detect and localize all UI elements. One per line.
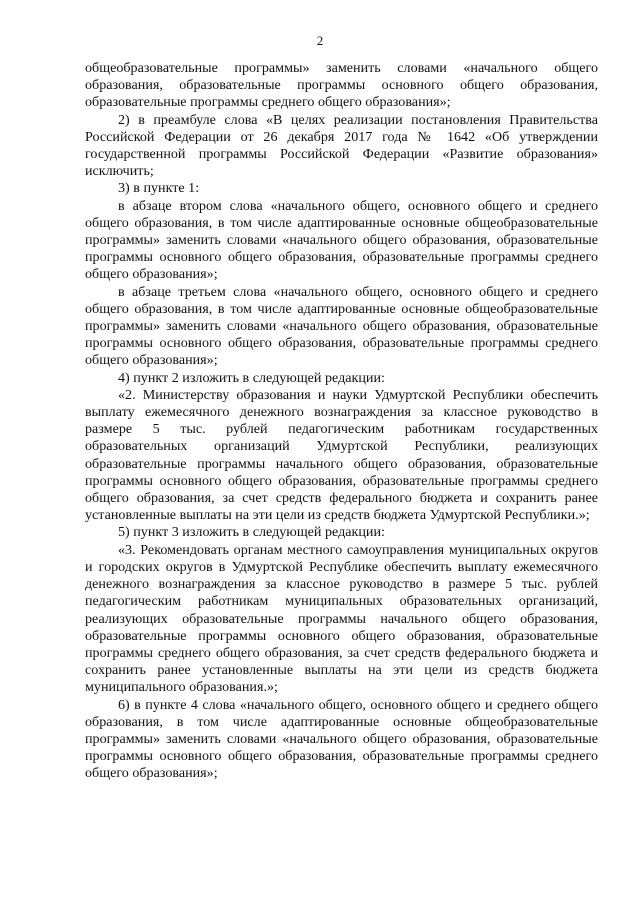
paragraph-item-5-text: «3. Рекомендовать органам местного самоуправления муниципальных округов и городских округов в Удмуртской Республике обеспечить выплату ежемесячного денежного вознаграждения за классное руководство в размере 5 тыс. рублей педагогическим работникам муниципальных образовательных организаций, реализующих образовательные программы начального общего образования, образовательные программы основного общего образования, образовательные программы среднего общего образования, за счет средств федерального бюджета и сохранить ранее установленные выплаты на эти цели из средств бюджета муниципального образования.»;	[85, 541, 598, 696]
paragraph-item-3-heading: 3) в пункте 1:	[118, 180, 200, 197]
paragraph-item-4-text: «2. Министерству образования и науки Удмуртской Республики обеспечить выплату ежемесячного денежного вознаграждения за классное руководство в размере 5 тыс. рублей педагогическим работникам государственных образовательных организаций Удмуртской Республики, реализующих образовательные программы начального общего образования, образовательные программы основного общего образования, образовательные программы среднего общего образования, за счет средств федерального бюджета и сохранить ранее установленные выплаты на эти цели из средств бюджета Удмуртской Республики.»;	[85, 386, 598, 524]
paragraph-item-2-preamble: 2) в преамбуле слова «В целях реализации постановления Правительства Российской Федерации от 26 декабря 2017 года № 1642 «Об утверждении государственной программы Российской Федерации «Развитие образования» исключить;	[85, 111, 598, 180]
paragraph-continuation: общеобразовательные программы» заменить словами «начального общего образования, образовательные программы основного общего образования, образовательные программы среднего общего образования»;	[85, 60, 598, 111]
paragraph-third-subparagraph: в абзаце третьем слова «начального общего, основного общего и среднего общего образования, в том числе адаптированные основные общеобразовательные программы» заменить словами «начального общего образования, образовательные программы основного общего образования, образовательные программы среднего общего образования»;	[85, 283, 598, 369]
paragraph-item-6: 6) в пункте 4 слова «начального общего, основного общего и среднего общего образования, в том числе адаптированные основные общеобразовательные программы» заменить словами «начального общего образования, образовательные программы основного общего образования, образовательные программы среднего общего образования»;	[85, 696, 598, 782]
paragraph-item-4-heading: 4) пункт 2 изложить в следующей редакции:	[118, 369, 385, 386]
document-body	[85, 60, 598, 783]
paragraph-second-subparagraph: в абзаце втором слова «начального общего, основного общего и среднего общего образования, в том числе адаптированные основные общеобразовательные программы» заменить словами «начального общего образования, образовательные программы основного общего образования, образовательные программы среднего общего образования»;	[85, 197, 598, 283]
paragraph-item-5-heading: 5) пункт 3 изложить в следующей редакции:	[118, 524, 385, 541]
page-number: 2	[316, 33, 324, 48]
